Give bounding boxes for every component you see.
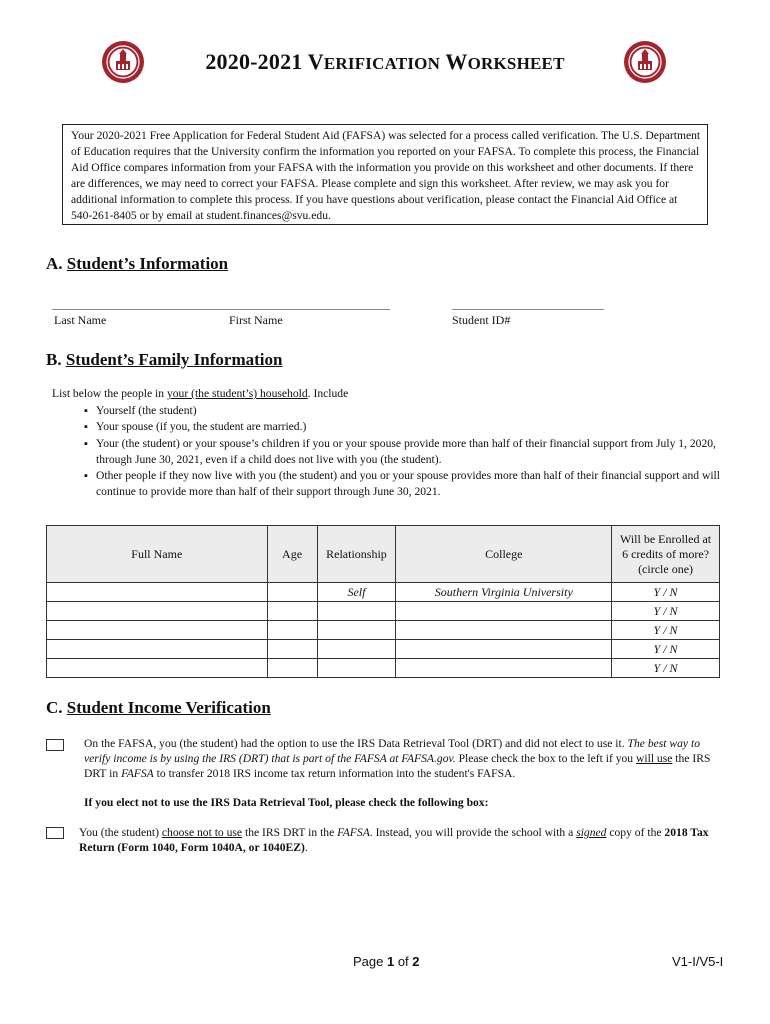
cell-college[interactable] bbox=[396, 640, 612, 659]
col-header: Full Name bbox=[47, 526, 268, 583]
option-use-drt-text: On the FAFSA, you (the student) had the option to use the IRS Data Retrieval Tool (DRT) and did not elect to use it. The best way to verify income is by using the IRS (DRT) that is part of the FAFSA at FAFSA.gov. Please check the box to the left if you will use the IRS DRT in FAFSA to transfer 2018 IRS income tax return information into the student's FAFSA. bbox=[84, 737, 711, 780]
col-header: Will be Enrolled at 6 credits of more? (circle one) bbox=[612, 526, 720, 583]
cell-age[interactable] bbox=[267, 640, 317, 659]
cell-enrolled[interactable]: Y / N bbox=[612, 640, 720, 659]
last-name-label: Last Name bbox=[54, 313, 107, 327]
table-row bbox=[47, 583, 720, 602]
table-row bbox=[47, 602, 720, 621]
cell-age[interactable] bbox=[267, 621, 317, 640]
cell-enrolled[interactable]: Y / N bbox=[612, 659, 720, 678]
option-not-use-drt-text: You (the student) choose not to use the IRS DRT in the FAFSA. Instead, you will provide the school with a signed copy of the 2018 Tax Return (Form 1040, Form 1040A, or 1040EZ). bbox=[79, 826, 709, 854]
student-id-line[interactable] bbox=[452, 309, 604, 310]
cell-relationship[interactable] bbox=[317, 640, 396, 659]
cell-relationship[interactable] bbox=[317, 659, 396, 678]
cell-full-name[interactable] bbox=[47, 640, 268, 659]
table-row bbox=[47, 621, 720, 640]
cell-full-name[interactable] bbox=[47, 583, 268, 602]
bullet-item: ▪ Yourself (the student) bbox=[52, 403, 732, 419]
col-header: Relationship bbox=[317, 526, 396, 583]
bullet-item: ▪ Your (the student) or your spouse’s children if you or your spouse provide more than half of their financial support from July 1, 2020, through June 30, 2021, even if a child does not live with you (the student). bbox=[52, 436, 732, 469]
col-header: College bbox=[396, 526, 612, 583]
cell-college[interactable]: Southern Virginia University bbox=[396, 583, 612, 602]
section-c-heading: C. Student Income Verification bbox=[46, 698, 271, 717]
first-name-label: First Name bbox=[229, 313, 283, 327]
table-header-row bbox=[47, 526, 720, 583]
family-table bbox=[46, 525, 720, 678]
cell-enrolled[interactable]: Y / N bbox=[612, 583, 720, 602]
cell-age[interactable] bbox=[267, 659, 317, 678]
cell-relationship[interactable]: Self bbox=[317, 583, 396, 602]
section-a-heading: A. Student’s Information bbox=[46, 254, 229, 273]
use-drt-checkbox[interactable] bbox=[46, 739, 64, 751]
cell-college[interactable] bbox=[396, 621, 612, 640]
not-use-drt-checkbox[interactable] bbox=[46, 827, 64, 839]
bullet-item: ▪ Your spouse (if you, the student are married.) bbox=[52, 419, 732, 435]
cell-full-name[interactable] bbox=[47, 602, 268, 621]
page-title: 2020-2021 VERIFICATION WORKSHEET bbox=[205, 49, 565, 74]
name-line[interactable] bbox=[52, 309, 390, 310]
cell-relationship[interactable] bbox=[317, 602, 396, 621]
cell-full-name[interactable] bbox=[47, 621, 268, 640]
student-id-label: Student ID# bbox=[452, 313, 511, 327]
version-code: V1-I/V5-I bbox=[672, 954, 724, 969]
not-use-drt-note: If you elect not to use the IRS Data Retrieval Tool, please check the following box: bbox=[84, 796, 489, 809]
cell-college[interactable] bbox=[396, 602, 612, 621]
bullet-item: ▪ Other people if they now live with you (the student) and you or your spouse provides more than half of their financial support and will continue to provide more than half of their support through June 30, 2021. bbox=[52, 468, 732, 501]
cell-age[interactable] bbox=[267, 583, 317, 602]
cell-relationship[interactable] bbox=[317, 621, 396, 640]
section-b-heading: B. Student’s Family Information bbox=[46, 350, 283, 369]
intro-box: Your 2020-2021 Free Application for Federal Student Aid (FAFSA) was selected for a process called verification. The U.S. Department of Education requires that the University confirm the information you reported on your FAFSA. To complete this process, the Financial Aid Office compares information from your FAFSA with the information you provide on this worksheet and other documents. If there are differences, we may need to correct your FAFSA. Please complete and sign this worksheet. After review, we may ask you for additional information to complete this process. If you have questions about verification, please contact the Financial Aid Office at 540-261-8405 or by email at student.finances@svu.edu. bbox=[62, 124, 708, 225]
table-row bbox=[47, 640, 720, 659]
household-bullets bbox=[52, 403, 732, 501]
page-number: Page 1 of 2 bbox=[353, 954, 420, 969]
cell-college[interactable] bbox=[396, 659, 612, 678]
table-row bbox=[47, 659, 720, 678]
cell-enrolled[interactable]: Y / N bbox=[612, 602, 720, 621]
cell-full-name[interactable] bbox=[47, 659, 268, 678]
household-lead: List below the people in your (the student’s) household. Include bbox=[52, 387, 349, 400]
cell-enrolled[interactable]: Y / N bbox=[612, 621, 720, 640]
cell-age[interactable] bbox=[267, 602, 317, 621]
col-header: Age bbox=[267, 526, 317, 583]
